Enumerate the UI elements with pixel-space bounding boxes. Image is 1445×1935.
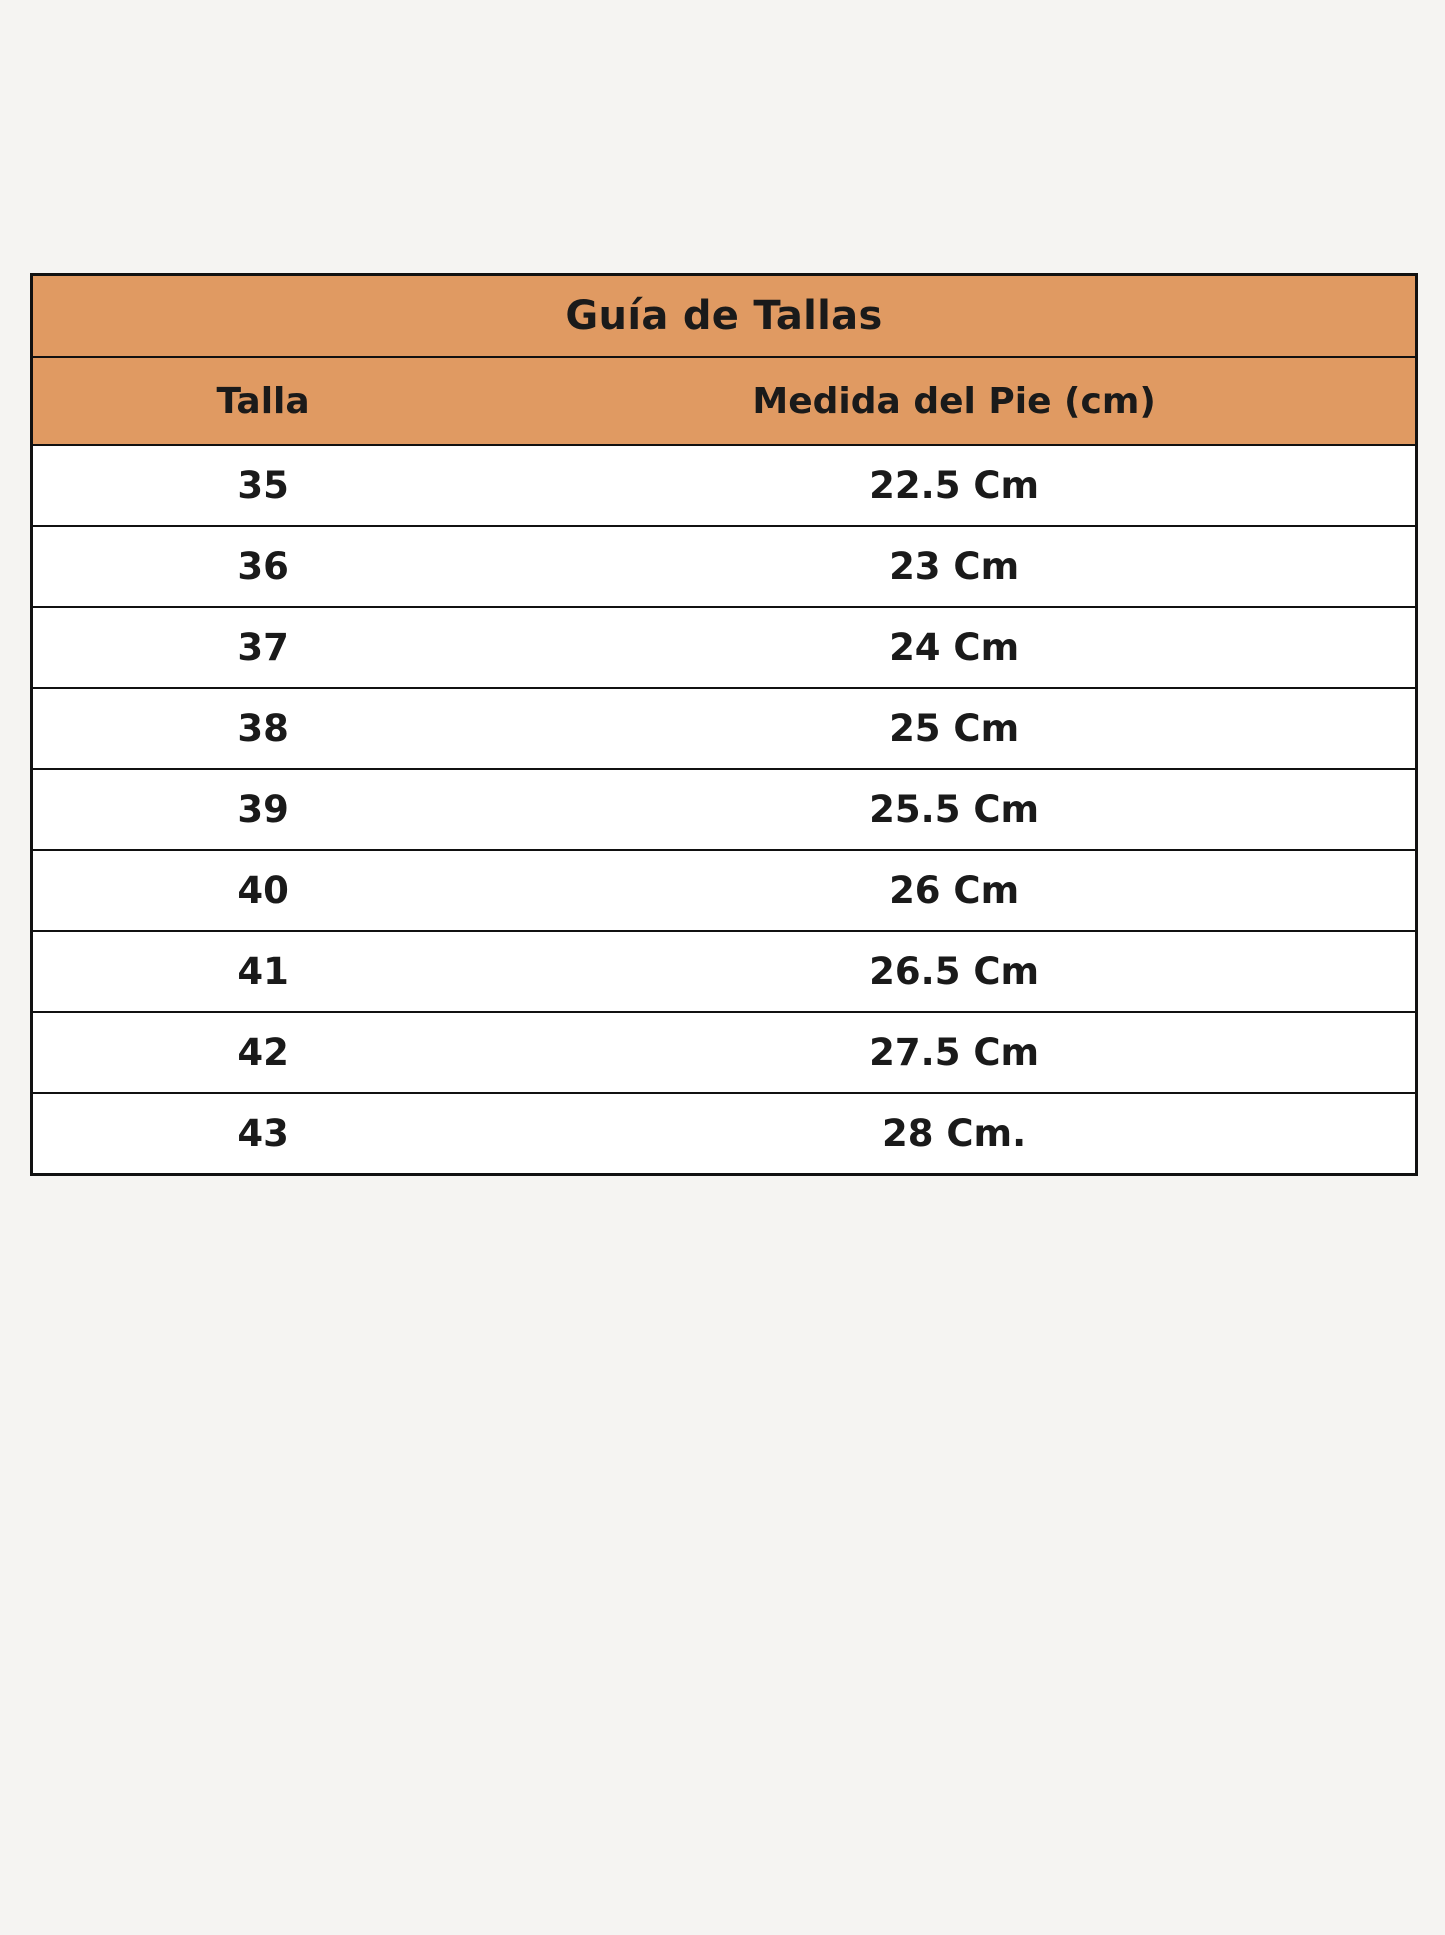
page-title: Guía de Tallas — [33, 276, 1415, 357]
cell-measure: 28 Cm. — [493, 1093, 1415, 1173]
cell-size: 39 — [33, 769, 493, 850]
table-title-row — [33, 276, 1415, 357]
cell-size: 38 — [33, 688, 493, 769]
cell-size: 42 — [33, 1012, 493, 1093]
cell-size: 35 — [33, 445, 493, 526]
column-header-measure: Medida del Pie (cm) — [493, 357, 1415, 445]
cell-size: 40 — [33, 850, 493, 931]
size-guide-table — [33, 276, 1415, 1173]
cell-measure: 24 Cm — [493, 607, 1415, 688]
size-guide-table-container — [30, 273, 1418, 1176]
table-row — [33, 769, 1415, 850]
table-row — [33, 526, 1415, 607]
cell-size: 43 — [33, 1093, 493, 1173]
table-row — [33, 1012, 1415, 1093]
cell-size: 41 — [33, 931, 493, 1012]
table-row — [33, 688, 1415, 769]
table-row — [33, 445, 1415, 526]
cell-measure: 26.5 Cm — [493, 931, 1415, 1012]
table-row — [33, 850, 1415, 931]
table-row — [33, 607, 1415, 688]
cell-size: 37 — [33, 607, 493, 688]
cell-size: 36 — [33, 526, 493, 607]
table-row — [33, 1093, 1415, 1173]
cell-measure: 25.5 Cm — [493, 769, 1415, 850]
column-header-size: Talla — [33, 357, 493, 445]
cell-measure: 25 Cm — [493, 688, 1415, 769]
cell-measure: 22.5 Cm — [493, 445, 1415, 526]
table-header-row — [33, 357, 1415, 445]
table-row — [33, 931, 1415, 1012]
cell-measure: 26 Cm — [493, 850, 1415, 931]
cell-measure: 23 Cm — [493, 526, 1415, 607]
cell-measure: 27.5 Cm — [493, 1012, 1415, 1093]
